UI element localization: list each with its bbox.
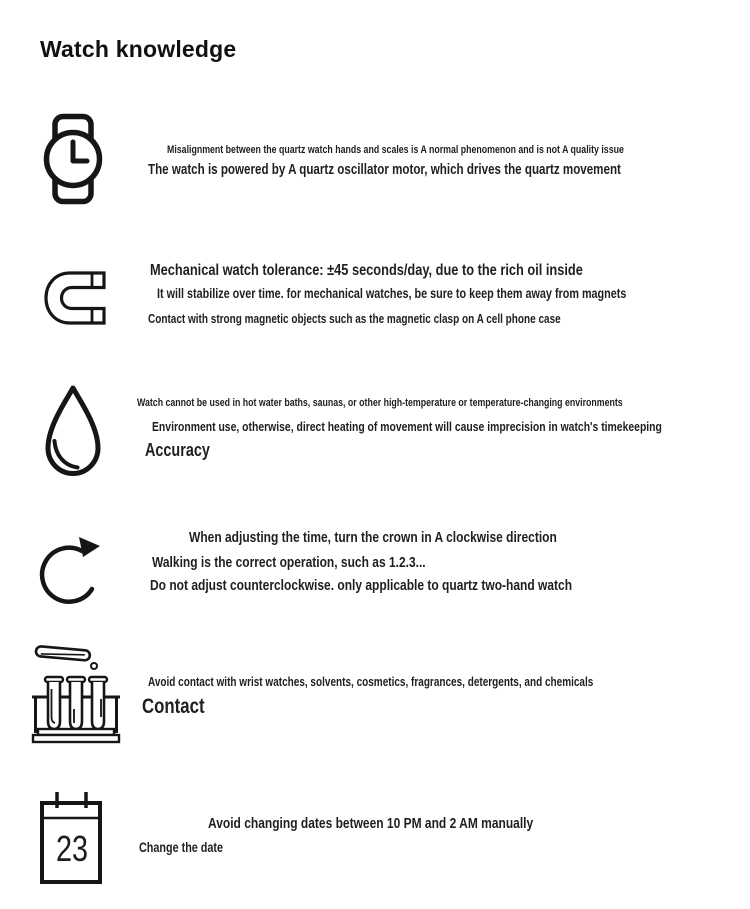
section-text-line: Change the date: [139, 840, 224, 855]
section-text-line: Avoid changing dates between 10 PM and 2 AM manually: [208, 815, 534, 832]
water-drop-icon: [40, 384, 106, 483]
section-heading: Accuracy: [145, 440, 210, 460]
magnet-icon: [43, 270, 107, 326]
watch-icon: [40, 113, 106, 205]
section-text-line: Walking is the correct operation, such as 1.2.3...: [152, 554, 426, 571]
test-tubes-icon: [30, 641, 122, 747]
calendar-day-number: 23: [56, 828, 89, 869]
clockwise-rotation-icon: [38, 527, 108, 611]
section-text-line: Watch cannot be used in hot water baths, saunas, or other high-temperature or temperature-changing environments: [137, 397, 623, 409]
page-title: Watch knowledge: [40, 36, 237, 62]
section-text-line: Do not adjust counterclockwise. only applicable to quartz two-hand watch: [150, 577, 573, 594]
section-text-line: Misalignment between the quartz watch hands and scales is A normal phenomenon and is not A quality issue: [167, 144, 624, 156]
section-text-line: The watch is powered by A quartz oscillator motor, which drives the quartz movement: [148, 162, 621, 178]
section-text-line: Environment use, otherwise, direct heating of movement will cause imprecision in watch's timekeeping: [152, 419, 662, 434]
section-text-line: Mechanical watch tolerance: ±45 seconds/day, due to the rich oil inside: [150, 262, 583, 279]
section-text-line: It will stabilize over time. for mechanical watches, be sure to keep them away from magnets: [157, 286, 627, 301]
section-heading: Contact: [142, 695, 205, 718]
section-text-line: Contact with strong magnetic objects such as the magnetic clasp on A cell phone case: [148, 312, 561, 326]
section-text-line: Avoid contact with wrist watches, solvents, cosmetics, fragrances, detergents, and chemicals: [148, 675, 594, 689]
section-text-line: When adjusting the time, turn the crown in A clockwise direction: [189, 529, 557, 546]
